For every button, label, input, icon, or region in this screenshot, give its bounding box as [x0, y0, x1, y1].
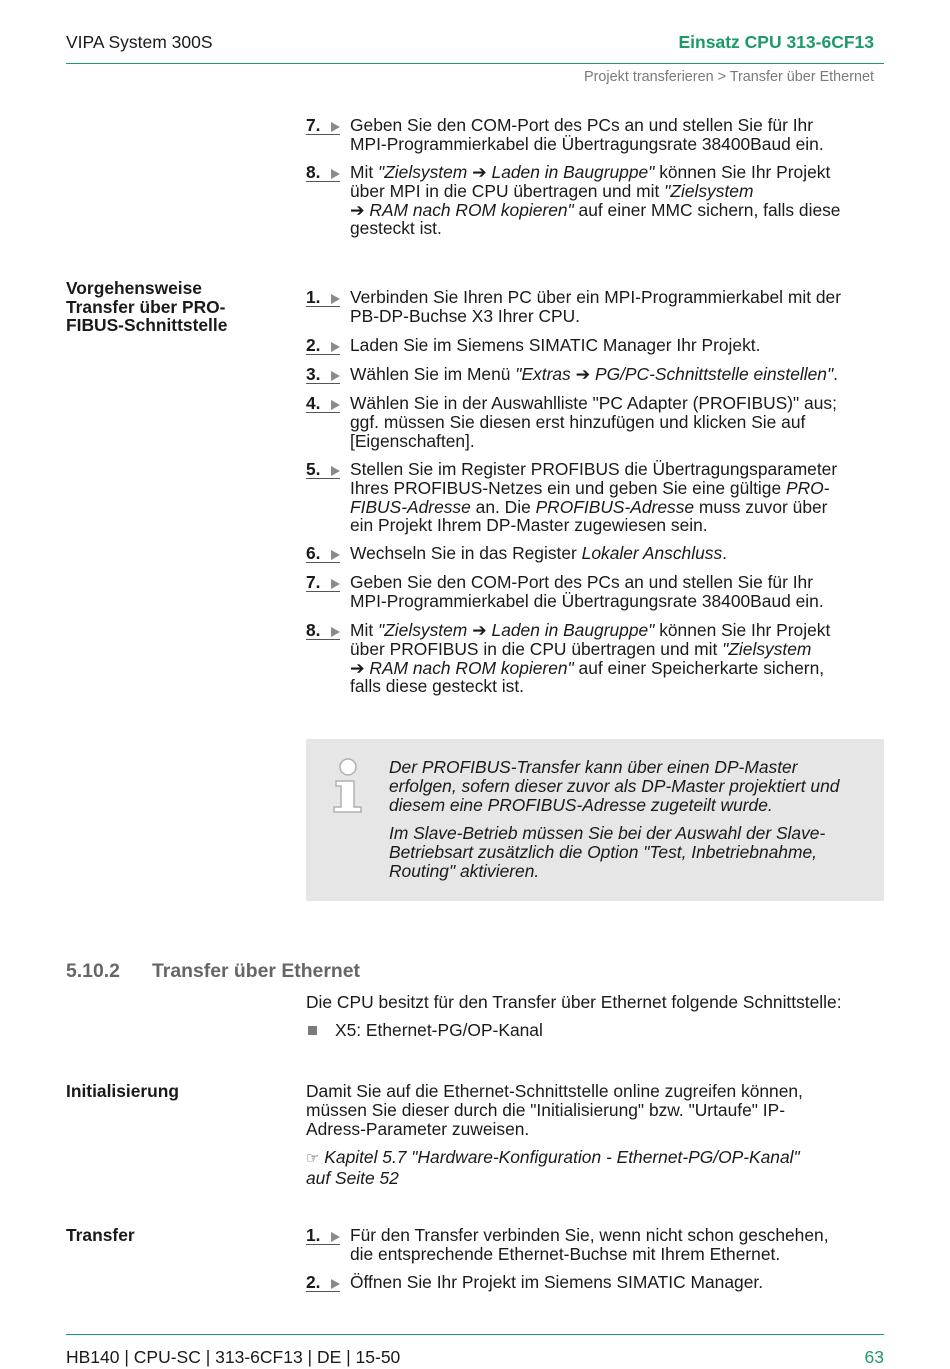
step-arrow-icon: [331, 400, 340, 410]
step-text: [350, 1226, 886, 1264]
step-line: [Eigenschaften].: [350, 430, 475, 451]
step-text: [350, 544, 886, 563]
step-arrow-icon: [331, 550, 340, 560]
step-arrow-icon: [331, 294, 340, 304]
step-number-text: 4.: [306, 393, 321, 413]
note-line: diesem eine PROFIBUS-Adresse zugeteilt wurde.: [389, 794, 773, 815]
step-line: gesteckt ist.: [350, 218, 442, 239]
step-number: [306, 394, 350, 413]
reference-line: Kapitel 5.7 "Hardware-Konfiguration - Ethernet-PG/OP-Kanal": [324, 1147, 800, 1167]
step-underline: [306, 383, 340, 384]
step-item: [306, 163, 886, 238]
step-item: [306, 394, 886, 450]
note-line: Betriebsart zusätzlich die Option "Test, Inbetriebnahme,: [389, 841, 817, 862]
step-number: [306, 573, 350, 592]
step-arrow-icon: [331, 169, 340, 179]
step-text: [350, 460, 886, 535]
step-number-text: 7.: [306, 572, 321, 592]
step-underline: [306, 306, 340, 307]
init-paragraph: [306, 1082, 886, 1138]
step-line: ggf. müssen Sie diesen erst hinzufügen und klicken Sie auf: [350, 411, 806, 432]
step-line: Wechseln Sie in das Register Lokaler Anschluss.: [350, 543, 727, 563]
step-text: [350, 621, 886, 696]
emphasis-text: FIBUS-Adresse: [350, 496, 471, 517]
section-title: Transfer über Ethernet: [152, 960, 360, 982]
heading-line: Vorgehensweise: [66, 278, 202, 298]
page-number: 63: [864, 1347, 884, 1367]
step-line: über MPI in die CPU übertragen und mit "Zielsystem: [350, 180, 754, 201]
step-item: [306, 544, 886, 563]
step-line: ➔ RAM nach ROM kopieren" auf einer Speicherkarte sichern,: [350, 657, 825, 678]
step-text: [350, 163, 886, 238]
step-text: [350, 394, 886, 450]
step-number-text: 8.: [306, 162, 321, 182]
step-number-text: 1.: [306, 287, 321, 307]
step-line: Mit "Zielsystem ➔ Laden in Baugruppe" können Sie Ihr Projekt: [350, 620, 831, 640]
info-icon: [330, 757, 366, 815]
step-text: [350, 573, 886, 611]
step-number-text: 7.: [306, 115, 321, 135]
step-line: die entsprechende Ethernet-Buchse mit Ihrem Ethernet.: [350, 1243, 781, 1264]
step-arrow-icon: [331, 466, 340, 476]
step-line: über PROFIBUS in die CPU übertragen und mit "Zielsystem: [350, 638, 812, 659]
init-line: müssen Sie dieser durch die "Initialisierung" bzw. "Urtaufe" IP-: [306, 1099, 785, 1120]
step-underline: [306, 562, 340, 563]
chapter-reference-link[interactable]: [306, 1148, 886, 1188]
emphasis-text: "Zielsystem ➔ Laden in Baugruppe": [378, 162, 655, 182]
note-line: Routing" aktivieren.: [389, 860, 540, 881]
step-number-text: 3.: [306, 364, 321, 384]
step-line: FIBUS-Adresse an. Die PROFIBUS-Adresse muss zuvor über: [350, 496, 828, 517]
init-line: Adress-Parameter zuweisen.: [306, 1118, 530, 1139]
note-paragraph: [389, 824, 885, 880]
step-line: Mit "Zielsystem ➔ Laden in Baugruppe" können Sie Ihr Projekt: [350, 162, 831, 182]
step-line: Geben Sie den COM-Port des PCs an und stellen Sie für Ihr: [350, 572, 814, 592]
init-line: Damit Sie auf die Ethernet-Schnittstelle online zugreifen können,: [306, 1081, 803, 1101]
step-text: [350, 1273, 886, 1292]
heading-line: FIBUS-Schnittstelle: [66, 315, 228, 336]
step-underline: [306, 134, 340, 135]
section-number: 5.10.2: [66, 960, 120, 982]
step-line: Laden Sie im Siemens SIMATIC Manager Ihr Projekt.: [350, 335, 761, 355]
step-number-text: 1.: [306, 1225, 321, 1245]
chapter-title: Einsatz CPU 313-6CF13: [678, 32, 874, 52]
step-item: [306, 1226, 886, 1264]
emphasis-text: "Zielsystem ➔ Laden in Baugruppe": [378, 620, 655, 640]
breadcrumb: Projekt transferieren > Transfer über Ethernet: [584, 69, 874, 85]
step-number: [306, 1226, 350, 1245]
note-line: erfolgen, sofern dieser zuvor als DP-Master projektiert und: [389, 775, 840, 796]
note-line: Im Slave-Betrieb müssen Sie bei der Auswahl der Slave-: [389, 823, 826, 843]
header-divider: [66, 63, 884, 64]
step-arrow-icon: [331, 371, 340, 381]
emphasis-text: Lokaler Anschluss: [581, 543, 723, 563]
step-line: Ihres PROFIBUS-Netzes ein und geben Sie eine gültige PRO-: [350, 477, 830, 498]
step-underline: [306, 478, 340, 479]
step-number-text: 2.: [306, 335, 321, 355]
step-line: Stellen Sie im Register PROFIBUS die Übertragungsparameter: [350, 459, 838, 479]
step-number: [306, 116, 350, 135]
emphasis-text: "Zielsystem: [664, 180, 754, 201]
emphasis-text: PROFIBUS-Adresse: [535, 496, 695, 517]
step-arrow-icon: [331, 342, 340, 352]
step-underline: [306, 354, 340, 355]
emphasis-text: PRO-: [785, 477, 830, 498]
step-number: [306, 288, 350, 307]
profibus-procedure-heading: [66, 279, 286, 335]
step-underline: [306, 181, 340, 182]
step-item: [306, 460, 886, 535]
step-number-text: 2.: [306, 1272, 321, 1292]
step-text: [350, 288, 886, 326]
emphasis-text: ➔ RAM nach ROM kopieren": [350, 657, 574, 678]
step-line: Verbinden Sie Ihren PC über ein MPI-Programmierkabel mit der: [350, 287, 842, 307]
step-item: [306, 573, 886, 611]
step-line: Geben Sie den COM-Port des PCs an und stellen Sie für Ihr: [350, 115, 814, 135]
step-number: [306, 621, 350, 640]
step-underline: [306, 591, 340, 592]
transfer-heading: Transfer: [66, 1225, 135, 1245]
emphasis-text: "Zielsystem: [722, 638, 812, 659]
step-text: [350, 116, 886, 154]
reference-arrow-icon: ☞: [306, 1150, 320, 1167]
step-number: [306, 336, 350, 355]
step-underline: [306, 639, 340, 640]
emphasis-text: "Extras ➔ PG/PC-Schnittstelle einstellen": [515, 364, 834, 384]
step-number: [306, 163, 350, 182]
section-heading: [66, 962, 360, 981]
step-line: falls diese gesteckt ist.: [350, 676, 524, 697]
note-line: Der PROFIBUS-Transfer kann über einen DP-Master: [389, 757, 798, 777]
step-arrow-icon: [331, 579, 340, 589]
step-arrow-icon: [331, 1279, 340, 1289]
step-arrow-icon: [331, 1232, 340, 1242]
step-item: [306, 1273, 886, 1292]
reference-line: auf Seite 52: [306, 1167, 399, 1188]
step-number: [306, 1273, 350, 1292]
step-arrow-icon: [331, 627, 340, 637]
document-title: VIPA System 300S: [66, 32, 213, 52]
step-line: Für den Transfer verbinden Sie, wenn nicht schon geschehen,: [350, 1225, 829, 1245]
step-item: [306, 288, 886, 326]
section-intro: Die CPU besitzt für den Transfer über Ethernet folgende Schnittstelle:: [306, 992, 842, 1012]
bullet-text: X5: Ethernet-PG/OP-Kanal: [335, 1020, 543, 1040]
step-underline: [306, 1291, 340, 1292]
step-item: [306, 336, 886, 355]
footer-document-id: HB140 | CPU-SC | 313-6CF13 | DE | 15-50: [66, 1347, 401, 1367]
step-number: [306, 544, 350, 563]
step-line: Wählen Sie im Menü "Extras ➔ PG/PC-Schnittstelle einstellen".: [350, 364, 838, 384]
step-text: [350, 365, 886, 384]
emphasis-text: ➔ RAM nach ROM kopieren": [350, 199, 574, 220]
step-underline: [306, 412, 340, 413]
footer-divider: [66, 1334, 884, 1335]
step-number-text: 6.: [306, 543, 321, 563]
bullet-item: [306, 1021, 543, 1040]
step-line: MPI-Programmierkabel die Übertragungsrate 38400Baud ein.: [350, 133, 824, 154]
step-line: MPI-Programmierkabel die Übertragungsrate 38400Baud ein.: [350, 590, 824, 611]
step-underline: [306, 1244, 340, 1245]
heading-line: Transfer über PRO-: [66, 296, 226, 317]
step-item: [306, 116, 886, 154]
bullet-square-icon: [308, 1026, 317, 1035]
step-line: Wählen Sie in der Auswahlliste "PC Adapter (PROFIBUS)" aus;: [350, 393, 837, 413]
step-line: PB-DP-Buchse X3 Ihrer CPU.: [350, 305, 581, 326]
init-heading: Initialisierung: [66, 1081, 180, 1101]
step-number: [306, 460, 350, 479]
step-number: [306, 365, 350, 384]
step-item: [306, 621, 886, 696]
step-line: ein Projekt Ihrem DP-Master zugewiesen sein.: [350, 515, 708, 536]
step-item: [306, 365, 886, 384]
step-line: Öffnen Sie Ihr Projekt im Siemens SIMATIC Manager.: [350, 1272, 764, 1292]
step-text: [350, 336, 886, 355]
step-number-text: 8.: [306, 620, 321, 640]
step-arrow-icon: [331, 122, 340, 132]
step-line: ➔ RAM nach ROM kopieren" auf einer MMC sichern, falls diese: [350, 199, 841, 220]
step-number-text: 5.: [306, 459, 321, 479]
note-paragraph: [389, 758, 885, 814]
